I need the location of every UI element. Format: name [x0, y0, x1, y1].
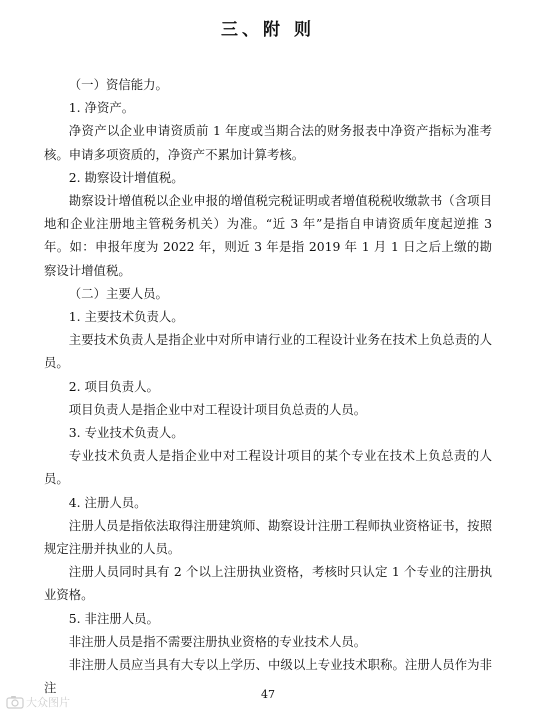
paragraph: 净资产以企业申请资质前 1 年度或当期合法的财务报表中净资产指标为准考核。申请多项资质的，净资产不累加计算考核。 [44, 123, 492, 162]
paragraph: 注册人员同时具有 2 个以上注册执业资格，考核时只认定 1 个专业的注册执业资格。 [44, 564, 492, 603]
paragraph: 专业技术负责人是指企业中对工程设计项目的某个专业在技术上负总责的人员。 [44, 448, 492, 487]
paragraph: 注册人员是指依法取得注册建筑师、勘察设计注册工程师执业资格证书，按照规定注册并执业的人员。 [44, 517, 492, 557]
paragraph: 2. 项目负责人。 [68, 378, 159, 394]
document-body [44, 73, 492, 699]
page-number: 47 [261, 688, 275, 701]
paragraph: 主要技术负责人是指企业中对所申请行业的工程设计业务在技术上负总责的人员。 [44, 332, 492, 371]
paragraph: 非注册人员应当具有大专以上学历、中级以上专业技术职称。注册人员作为非注 [44, 657, 492, 696]
watermark-text: 大众图片 [26, 696, 70, 709]
camera-logo-icon [6, 695, 24, 709]
paragraph: 4. 注册人员。 [68, 494, 147, 510]
paragraph: 非注册人员是指不需要注册执业资格的专业技术人员。 [68, 633, 367, 649]
paragraph: 项目负责人是指企业中对工程设计项目负总责的人员。 [68, 401, 367, 417]
watermark [6, 693, 70, 711]
paragraph: 5. 非注册人员。 [68, 610, 159, 626]
paragraph: 1. 净资产。 [68, 100, 135, 116]
paragraph: 2. 勘察设计增值税。 [68, 169, 184, 185]
paragraph: 3. 专业技术负责人。 [68, 425, 184, 441]
section-title: 三、附 则 [221, 20, 315, 40]
paragraph: （一）资信能力。 [68, 77, 168, 92]
paragraph: 1. 主要技术负责人。 [68, 309, 184, 325]
paragraph: （二）主要人员。 [68, 285, 168, 301]
paragraph: 勘察设计增值税以企业申报的增值税完税证明或者增值税税收缴款书（含项目地和企业注册地主管税务机关）为准。“近 3 年”是指自申请资质年度起逆推 3 年。如：申报年度为 2022 年，则近 3 年是指 2019 年 1 月 1 日之后上缴的勘察设计增值税。 [44, 193, 492, 278]
